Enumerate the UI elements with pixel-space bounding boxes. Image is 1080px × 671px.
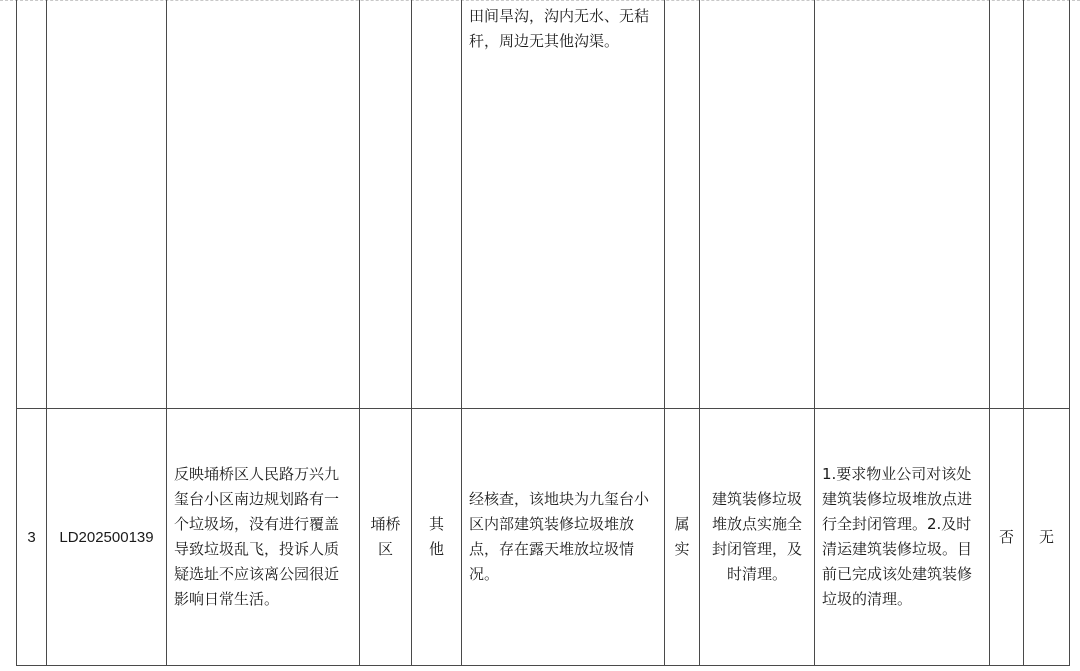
cell-district: 埇桥区 [360,409,412,666]
cell-rectification: 1.要求物业公司对该处建筑装修垃圾堆放点进行全封闭管理。2.及时清运建筑装修垃圾。目前已完成该处建筑装修垃圾的清理。 [815,409,990,666]
table-row [17,0,1070,409]
cell-remark [1024,0,1070,409]
cell-district [360,0,412,409]
cell-category: 其他 [412,409,462,666]
complaint-table [16,0,1070,666]
cell-category [412,0,462,409]
cell-id: LD202500139 [47,409,167,666]
cell-index [17,0,47,409]
cell-issue: 建筑装修垃圾堆放点实施全封闭管理，及时清理。 [700,409,815,666]
cell-id [47,0,167,409]
cell-issue [700,0,815,409]
cell-index: 3 [17,409,47,666]
cell-accountability [990,0,1024,409]
table-row [17,409,1070,666]
cell-findings: 田间旱沟，沟内无水、无秸秆，周边无其他沟渠。 [462,0,665,409]
cell-accountability: 否 [990,409,1024,666]
cell-findings: 经核查，该地块为九玺台小区内部建筑装修垃圾堆放点，存在露天堆放垃圾情况。 [462,409,665,666]
cell-remark: 无 [1024,409,1070,666]
cell-complaint [167,0,360,409]
cell-verdict: 属实 [665,409,700,666]
cell-rectification [815,0,990,409]
cell-complaint: 反映埇桥区人民路万兴九玺台小区南边规划路有一个垃圾场，没有进行覆盖导致垃圾乱飞，投诉人质疑选址不应该离公园很近影响日常生活。 [167,409,360,666]
cell-verdict [665,0,700,409]
